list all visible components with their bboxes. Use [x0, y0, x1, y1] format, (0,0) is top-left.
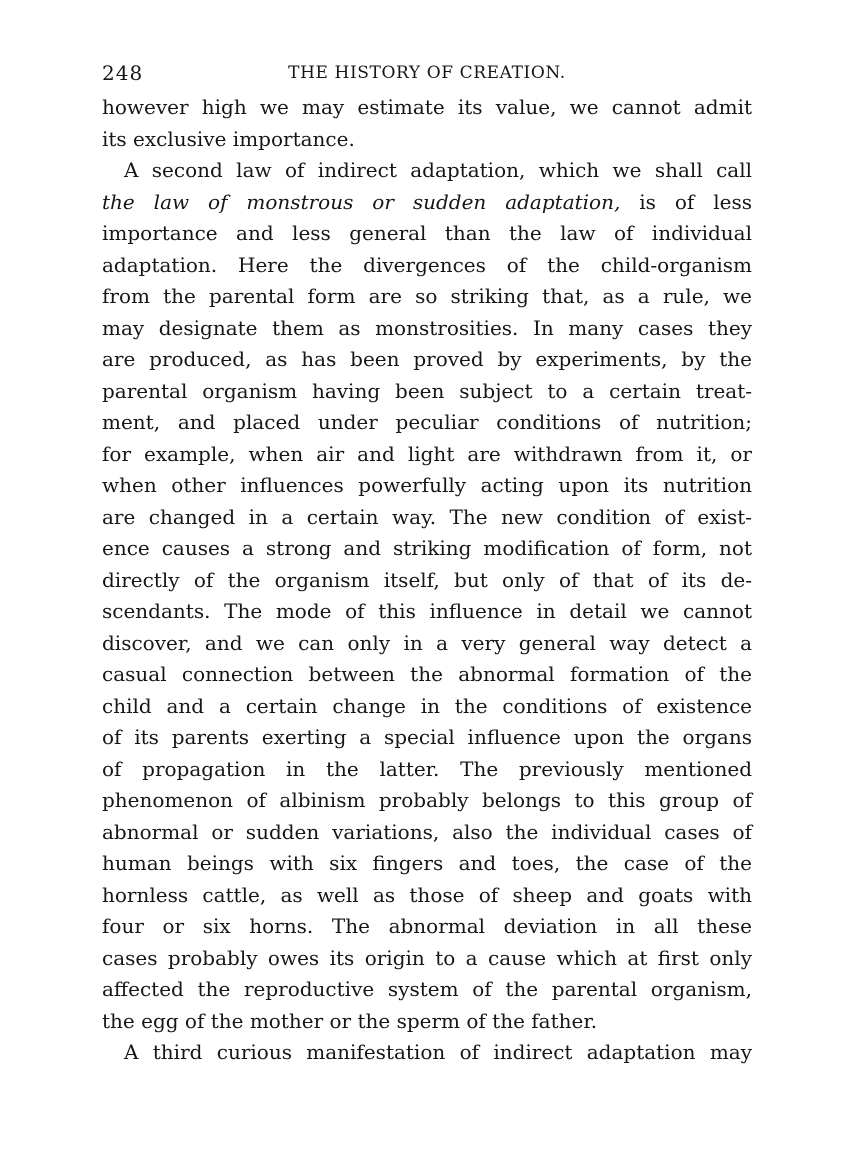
body-text — [102, 92, 752, 1069]
text-line: cases probably owes its origin to a cause which at first only — [102, 945, 752, 970]
text-line: of propagation in the latter. The previously mentioned — [102, 756, 752, 781]
book-page — [102, 58, 752, 1069]
italic-law-name: the law of monstrous or sudden adaptation, — [102, 189, 621, 214]
text-line: phenomenon of albinism probably belongs to this group of — [102, 788, 752, 812]
text-fragment: is of less — [620, 189, 752, 214]
text-line: human beings with six fingers and toes, the case of the — [102, 851, 752, 875]
text-line: scendants. The mode of this influence in detail we cannot — [102, 599, 752, 623]
text-line: hornless cattle, as well as those of sheep and goats with — [102, 882, 752, 907]
text-line: the egg of the mother or the sperm of the father. — [102, 1008, 598, 1033]
text-line: of its parents exerting a special influence upon the organs — [102, 725, 752, 749]
text-line: child and a certain change in the conditions of existence — [102, 693, 752, 718]
text-line: A second law of indirect adaptation, which we shall call — [124, 158, 752, 182]
text-line: when other influences powerfully acting upon its nutrition — [102, 473, 752, 497]
text-line: A third curious manifestation of indirect adaptation may — [124, 1040, 752, 1064]
text-line: abnormal or sudden variations, also the individual cases of — [102, 819, 752, 844]
text-line: parental organism having been subject to a certain treat- — [102, 378, 752, 403]
text-line: may designate them as monstrosities. In many cases they — [102, 315, 752, 340]
page-number: 248 — [102, 61, 144, 85]
running-header — [102, 58, 752, 92]
text-line: four or six horns. The abnormal deviation in all these — [102, 914, 752, 938]
text-line: affected the reproductive system of the parental organism, — [102, 977, 752, 1001]
text-line: however high we may estimate its value, we cannot admit — [102, 95, 752, 119]
text-line: from the parental form are so striking that, as a rule, we — [102, 284, 752, 308]
running-title: THE HISTORY OF CREATION. — [288, 63, 566, 83]
text-line — [102, 187, 752, 219]
text-line: ment, and placed under peculiar conditions of nutrition; — [102, 410, 752, 434]
text-line: are produced, as has been proved by experiments, by the — [102, 347, 752, 371]
text-line: casual connection between the abnormal formation of the — [102, 662, 752, 686]
text-line: are changed in a certain way. The new condition of exist- — [102, 504, 752, 529]
text-line: ence causes a strong and striking modification of form, not — [102, 536, 752, 560]
text-line: for example, when air and light are withdrawn from it, or — [102, 441, 752, 466]
text-line: directly of the organism itself, but only of that of its de- — [102, 567, 752, 592]
text-line: importance and less general than the law of individual — [102, 221, 752, 245]
text-line: its exclusive importance. — [102, 126, 355, 151]
text-line: discover, and we can only in a very general way detect a — [102, 630, 752, 655]
text-line: adaptation. Here the divergences of the child-organism — [102, 252, 752, 277]
